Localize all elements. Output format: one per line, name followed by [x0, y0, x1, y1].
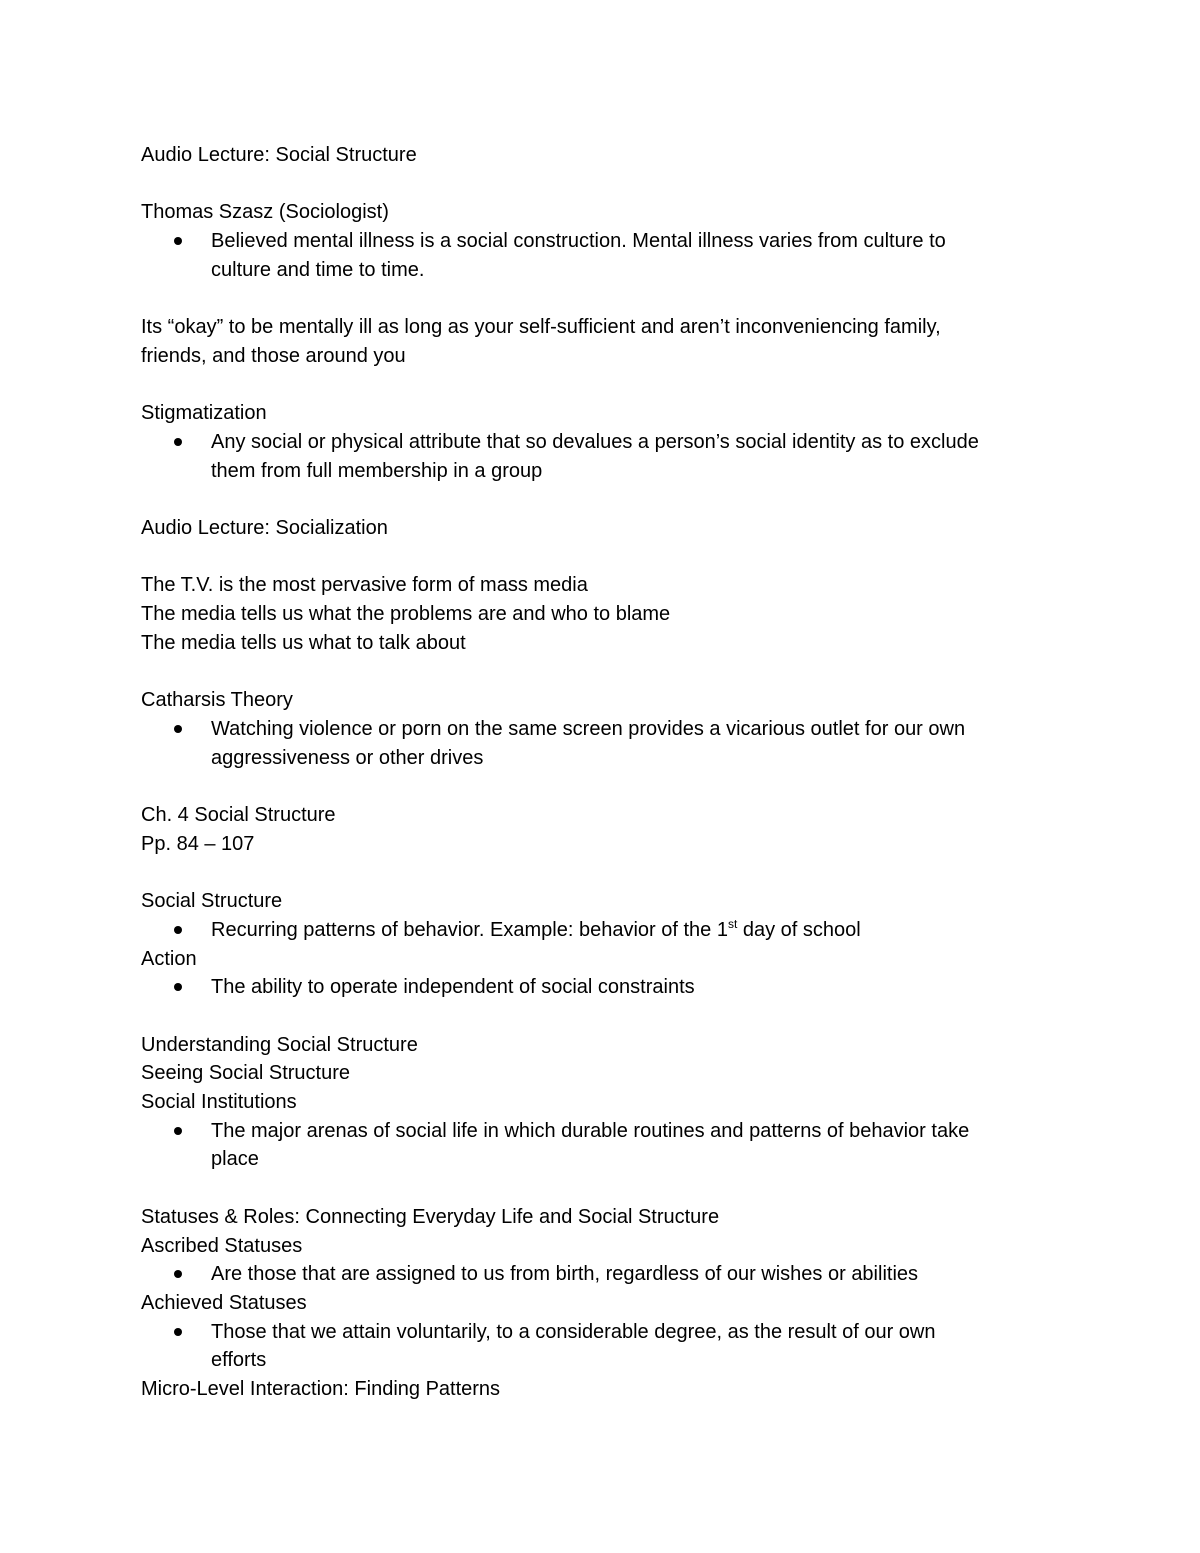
list-item-text: The ability to operate independent of social constraints: [211, 976, 695, 999]
achieved-bullet-list: [141, 1318, 1061, 1375]
heading-statuses-roles: Statuses & Roles: Connecting Everyday Life and Social Structure: [141, 1205, 720, 1228]
spacer: [141, 1002, 1061, 1031]
social-structure-bullet-list: [141, 916, 1061, 945]
szasz-bullet-list: [141, 227, 1061, 284]
list-item: [141, 916, 1061, 945]
ordinal-superscript: st: [727, 916, 738, 931]
heading-stigmatization: Stigmatization: [141, 402, 267, 425]
action-bullet-list: [141, 973, 1061, 1002]
ascribed-bullet-list: [141, 1260, 1061, 1289]
paragraph-media-1: The media tells us what the problems are and who to blame: [141, 603, 671, 626]
heading-chapter-4: Ch. 4 Social Structure: [141, 804, 336, 827]
list-item-text: Recurring patterns of behavior. Example: behavior of the 1: [211, 918, 728, 941]
spacer: [141, 1174, 1061, 1203]
list-item-text: place: [211, 1148, 259, 1171]
heading-micro-level-interaction: Micro-Level Interaction: Finding Patterns: [141, 1378, 501, 1401]
catharsis-bullet-list: [141, 715, 1061, 772]
paragraph-okay-line-2: friends, and those around you: [141, 344, 406, 367]
paragraph-media-2: The media tells us what to talk about: [141, 631, 466, 654]
bullet-icon: [174, 237, 182, 245]
bullet-icon: [174, 438, 182, 446]
heading-catharsis-theory: Catharsis Theory: [141, 689, 293, 712]
list-item-text: Believed mental illness is a social construction. Mental illness varies from culture to: [211, 230, 946, 253]
list-item-text: efforts: [211, 1349, 267, 1372]
section-heading-social-structure-lecture: Audio Lecture: Social Structure: [141, 144, 417, 166]
list-item-text: day of school: [737, 918, 861, 941]
list-item-text: them from full membership in a group: [211, 459, 543, 482]
spacer: [141, 285, 1061, 314]
list-item: [141, 715, 1061, 772]
list-item-text: aggressiveness or other drives: [211, 746, 484, 769]
list-item: [141, 1260, 1061, 1289]
list-item-text: Those that we attain voluntarily, to a considerable degree, as the result of our own: [211, 1320, 936, 1343]
page-range: Pp. 84 – 107: [141, 832, 255, 855]
bullet-icon: [174, 983, 182, 991]
spacer: [141, 543, 1061, 572]
stigma-bullet-list: [141, 428, 1061, 485]
list-item: [141, 428, 1061, 485]
section-heading-socialization-lecture: Audio Lecture: Socialization: [141, 517, 388, 540]
bullet-icon: [174, 926, 182, 934]
spacer: [141, 170, 1061, 199]
list-item-text: The major arenas of social life in which durable routines and patterns of behavior take: [211, 1119, 970, 1142]
list-item: [141, 1117, 1061, 1174]
bullet-icon: [174, 725, 182, 733]
paragraph-okay-line-1: Its “okay” to be mentally ill as long as your self-sufficient and aren’t inconveniencing family,: [141, 316, 941, 339]
list-item: [141, 227, 1061, 284]
spacer: [141, 371, 1061, 400]
list-item: [141, 1318, 1061, 1375]
heading-action: Action: [141, 947, 197, 970]
bullet-icon: [174, 1270, 182, 1278]
spacer: [141, 858, 1061, 887]
document-body: [141, 141, 1061, 1404]
bullet-icon: [174, 1328, 182, 1336]
heading-social-structure: Social Structure: [141, 890, 283, 913]
list-item-text: Are those that are assigned to us from birth, regardless of our wishes or abilities: [211, 1263, 919, 1286]
bullet-icon: [174, 1127, 182, 1135]
spacer: [141, 658, 1061, 687]
heading-social-institutions: Social Institutions: [141, 1091, 297, 1114]
heading-achieved-statuses: Achieved Statuses: [141, 1291, 307, 1314]
list-item-text: Watching violence or porn on the same screen provides a vicarious outlet for our own: [211, 717, 966, 740]
list-item: [141, 973, 1061, 1002]
heading-seeing-social-structure: Seeing Social Structure: [141, 1062, 351, 1085]
institutions-bullet-list: [141, 1117, 1061, 1174]
heading-ascribed-statuses: Ascribed Statuses: [141, 1234, 303, 1257]
spacer: [141, 772, 1061, 801]
paragraph-tv: The T.V. is the most pervasive form of mass media: [141, 574, 588, 597]
list-item-text: Any social or physical attribute that so devalues a person’s social identity as to exclude: [211, 430, 979, 453]
heading-thomas-szasz: Thomas Szasz (Sociologist): [141, 201, 389, 224]
list-item-text: culture and time to time.: [211, 258, 425, 281]
heading-understanding-social-structure: Understanding Social Structure: [141, 1033, 418, 1056]
spacer: [141, 485, 1061, 514]
